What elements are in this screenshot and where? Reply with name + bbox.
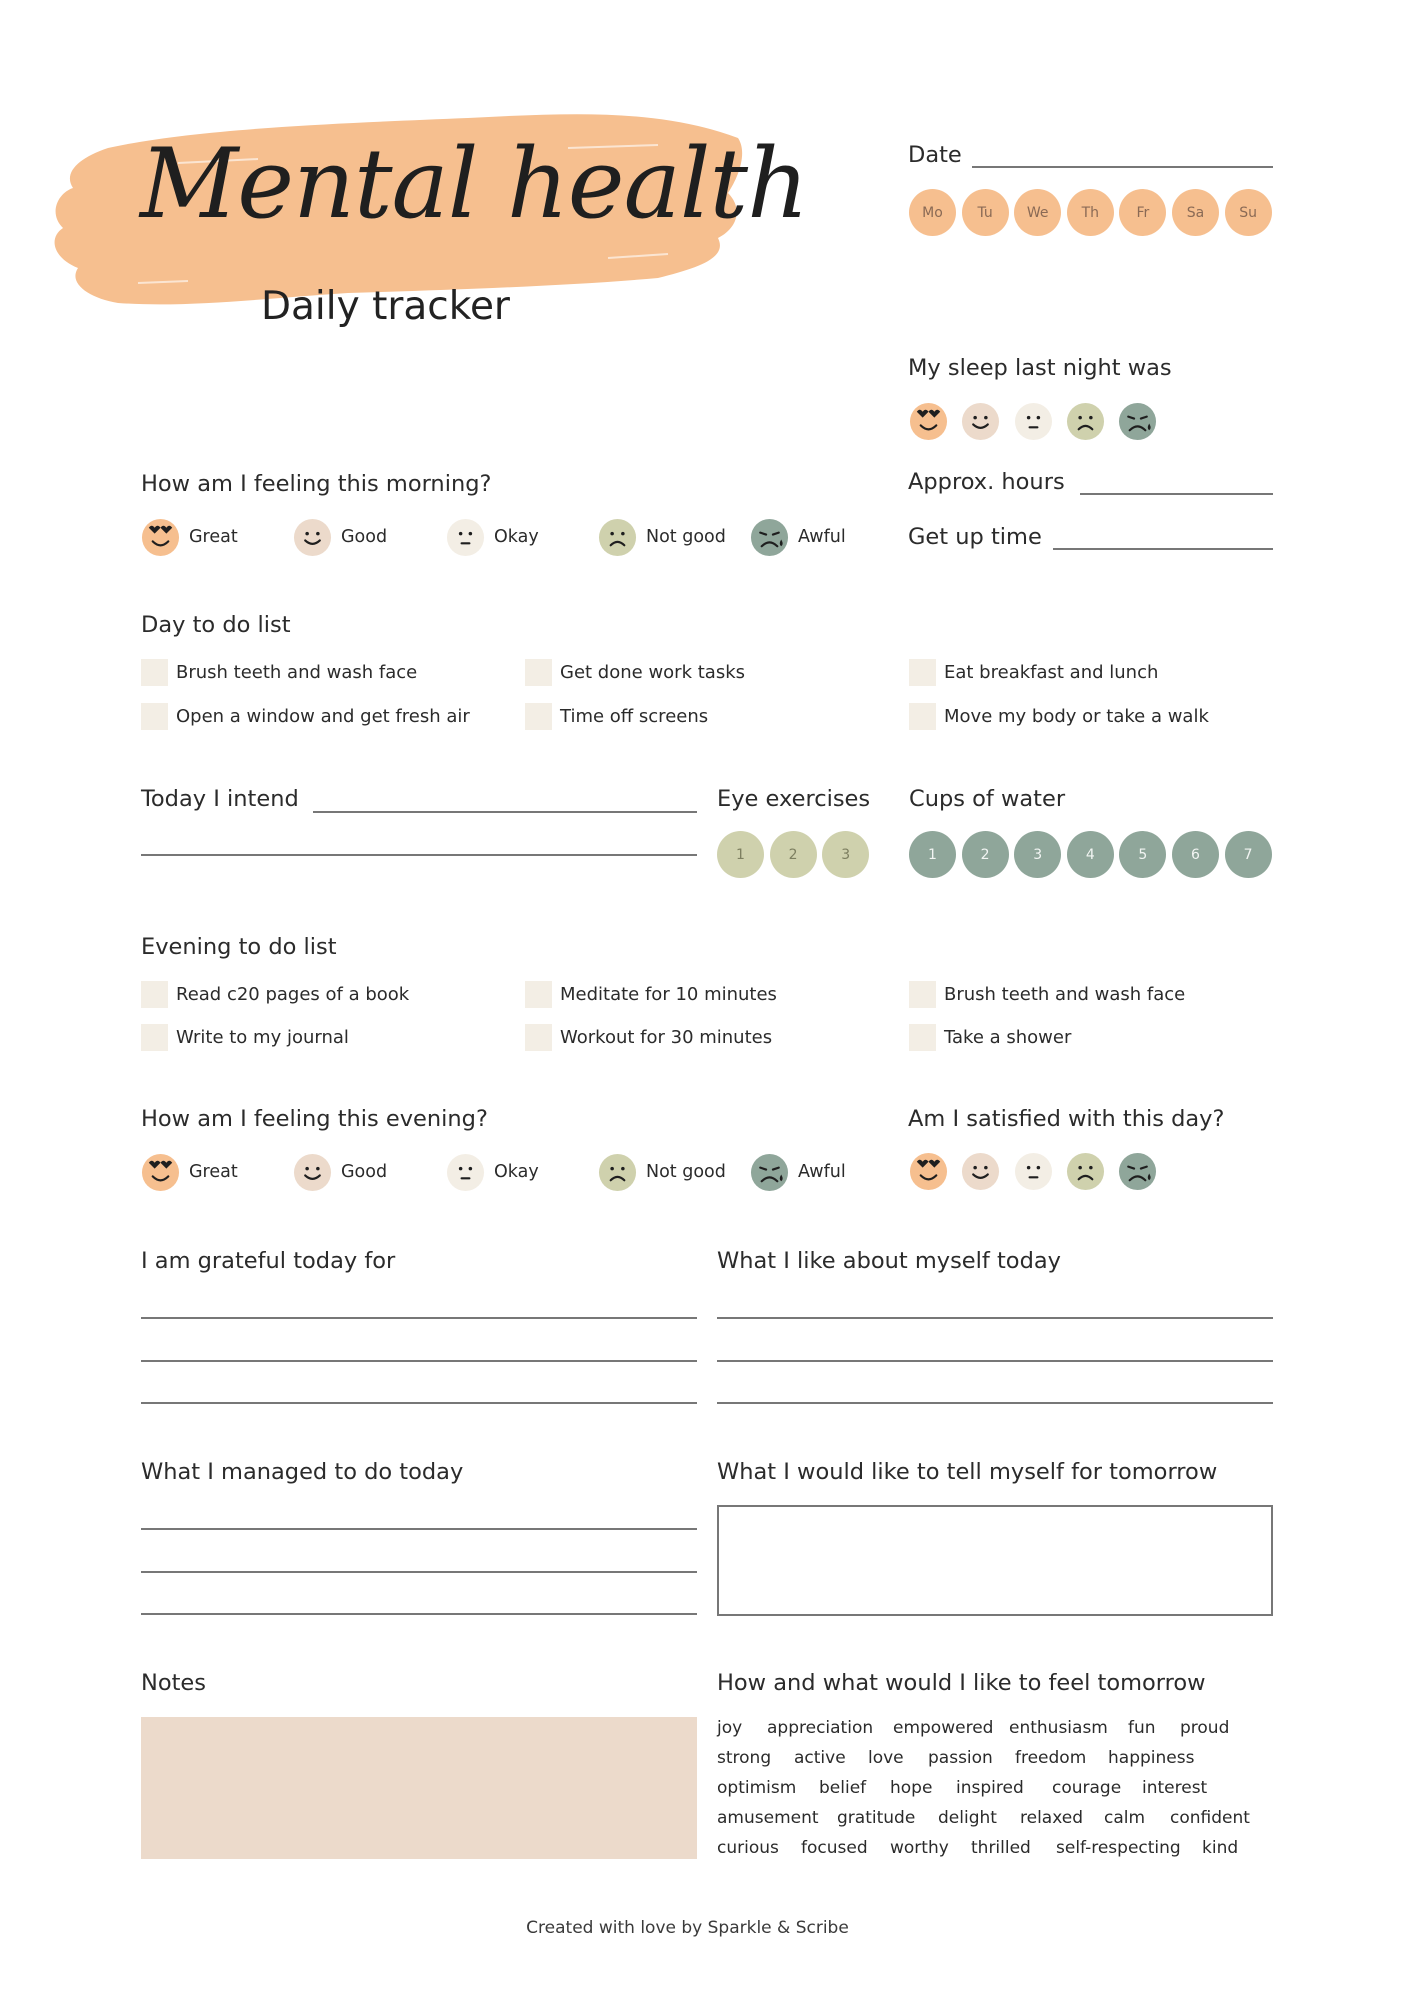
- day-todo-checkbox[interactable]: [525, 659, 552, 686]
- day-todo-label: Open a window and get fresh air: [176, 706, 470, 727]
- hours-label: Approx. hours: [908, 469, 1065, 495]
- water-cup-3[interactable]: 3: [1014, 831, 1061, 878]
- tell-myself-box[interactable]: [717, 1505, 1273, 1616]
- intend-input-line-2[interactable]: [141, 854, 697, 856]
- sleep-heading: My sleep last night was: [908, 355, 1172, 381]
- day-todo-label: Move my body or take a walk: [944, 706, 1209, 727]
- feel-word-passion[interactable]: passion: [928, 1748, 993, 1768]
- feel-word-courage[interactable]: courage: [1052, 1778, 1122, 1798]
- evening-todo-heading: Evening to do list: [141, 934, 337, 960]
- water-cup-6[interactable]: 6: [1172, 831, 1219, 878]
- feel-word-focused[interactable]: focused: [801, 1838, 868, 1858]
- evening-todo-label: Meditate for 10 minutes: [560, 984, 777, 1005]
- day-circle-sa[interactable]: Sa: [1172, 189, 1219, 236]
- morning-good-face-icon[interactable]: [293, 518, 332, 557]
- evening-good-face-icon[interactable]: [293, 1153, 332, 1192]
- feel-word-active[interactable]: active: [794, 1748, 846, 1768]
- satisfied-heading: Am I satisfied with this day?: [908, 1106, 1225, 1132]
- tell-myself-heading: What I would like to tell myself for tomorrow: [717, 1459, 1218, 1485]
- evening-not-good-face-icon[interactable]: [598, 1153, 637, 1192]
- day-circle-tu[interactable]: Tu: [962, 189, 1009, 236]
- day-circle-su[interactable]: Su: [1225, 189, 1272, 236]
- eye-circle-1[interactable]: 1: [717, 831, 764, 878]
- morning-mood-label: Okay: [494, 527, 539, 547]
- like-myself-line-2[interactable]: [717, 1360, 1273, 1362]
- evening-todo-checkbox[interactable]: [909, 1024, 936, 1051]
- evening-todo-label: Take a shower: [944, 1027, 1072, 1048]
- sleep-okay-face-icon[interactable]: [1014, 402, 1053, 441]
- hours-input-line[interactable]: [1080, 493, 1273, 495]
- feel-word-interest[interactable]: interest: [1142, 1778, 1208, 1798]
- feel-word-thrilled[interactable]: thrilled: [971, 1838, 1031, 1858]
- sleep-great-face-icon[interactable]: [909, 402, 948, 441]
- title-subtitle: Daily tracker: [261, 284, 510, 329]
- evening-mood-label: Not good: [646, 1162, 726, 1182]
- day-circle-we[interactable]: We: [1014, 189, 1061, 236]
- evening-todo-label: Write to my journal: [176, 1027, 349, 1048]
- feel-word-strong[interactable]: strong: [717, 1748, 772, 1768]
- evening-todo-checkbox[interactable]: [525, 981, 552, 1008]
- feel-word-hope[interactable]: hope: [890, 1778, 933, 1798]
- evening-todo-label: Read c20 pages of a book: [176, 984, 410, 1005]
- day-circle-mo[interactable]: Mo: [909, 189, 956, 236]
- evening-todo-label: Workout for 30 minutes: [560, 1027, 773, 1048]
- managed-line-1[interactable]: [141, 1528, 697, 1530]
- sleep-not-good-face-icon[interactable]: [1066, 402, 1105, 441]
- footer-credit: Created with love by Sparkle & Scribe: [526, 1918, 849, 1938]
- feel-word-kind[interactable]: kind: [1202, 1838, 1239, 1858]
- feel-word-love[interactable]: love: [868, 1748, 904, 1768]
- feel-word-proud[interactable]: proud: [1180, 1718, 1230, 1738]
- like-myself-line-1[interactable]: [717, 1317, 1273, 1319]
- feel-word-gratitude[interactable]: gratitude: [837, 1808, 916, 1828]
- evening-todo-checkbox[interactable]: [141, 981, 168, 1008]
- day-todo-checkbox[interactable]: [909, 703, 936, 730]
- satisfied-good-face-icon[interactable]: [961, 1152, 1000, 1191]
- sleep-awful-face-icon[interactable]: [1118, 402, 1157, 441]
- evening-mood-label: Okay: [494, 1162, 539, 1182]
- grateful-line-2[interactable]: [141, 1360, 697, 1362]
- feel-word-appreciation[interactable]: appreciation: [767, 1718, 874, 1738]
- water-cup-5[interactable]: 5: [1119, 831, 1166, 878]
- evening-mood-label: Awful: [798, 1162, 846, 1182]
- evening-great-face-icon[interactable]: [141, 1153, 180, 1192]
- feel-word-joy[interactable]: joy: [717, 1718, 743, 1738]
- managed-line-2[interactable]: [141, 1571, 697, 1573]
- evening-heading: How am I feeling this evening?: [141, 1106, 488, 1132]
- morning-mood-label: Great: [189, 527, 238, 547]
- feel-word-fun[interactable]: fun: [1128, 1718, 1156, 1738]
- feel-word-worthy[interactable]: worthy: [890, 1838, 949, 1858]
- day-todo-checkbox[interactable]: [141, 703, 168, 730]
- feel-word-belief[interactable]: belief: [819, 1778, 867, 1798]
- notes-heading: Notes: [141, 1670, 206, 1696]
- satisfied-okay-face-icon[interactable]: [1014, 1152, 1053, 1191]
- day-todo-label: Eat breakfast and lunch: [944, 662, 1159, 683]
- feel-tomorrow-heading: How and what would I like to feel tomorrow: [717, 1670, 1206, 1696]
- grateful-line-3[interactable]: [141, 1402, 697, 1404]
- day-circle-fr[interactable]: Fr: [1119, 189, 1166, 236]
- evening-todo-checkbox[interactable]: [909, 981, 936, 1008]
- satisfied-great-face-icon[interactable]: [909, 1152, 948, 1191]
- water-cup-4[interactable]: 4: [1067, 831, 1114, 878]
- title-script: Mental health: [140, 128, 808, 240]
- water-cup-7[interactable]: 7: [1225, 831, 1272, 878]
- date-input-line[interactable]: [972, 166, 1273, 168]
- intend-input-line-1[interactable]: [313, 811, 697, 813]
- day-todo-checkbox[interactable]: [525, 703, 552, 730]
- morning-awful-face-icon[interactable]: [750, 518, 789, 557]
- feel-word-freedom[interactable]: freedom: [1015, 1748, 1087, 1768]
- day-todo-label: Time off screens: [560, 706, 709, 727]
- day-todo-heading: Day to do list: [141, 612, 291, 638]
- managed-heading: What I managed to do today: [141, 1459, 464, 1485]
- morning-not-good-face-icon[interactable]: [598, 518, 637, 557]
- day-todo-checkbox[interactable]: [141, 659, 168, 686]
- water-heading: Cups of water: [909, 786, 1066, 812]
- evening-mood-label: Great: [189, 1162, 238, 1182]
- like-myself-line-3[interactable]: [717, 1402, 1273, 1404]
- grateful-line-1[interactable]: [141, 1317, 697, 1319]
- evening-todo-label: Brush teeth and wash face: [944, 984, 1186, 1005]
- day-circle-th[interactable]: Th: [1067, 189, 1114, 236]
- morning-heading: How am I feeling this morning?: [141, 471, 492, 497]
- eye-circle-2[interactable]: 2: [770, 831, 817, 878]
- getup-label: Get up time: [908, 524, 1042, 550]
- water-cup-1[interactable]: 1: [909, 831, 956, 878]
- notes-box[interactable]: [141, 1717, 697, 1859]
- evening-okay-face-icon[interactable]: [446, 1153, 485, 1192]
- sleep-good-face-icon[interactable]: [961, 402, 1000, 441]
- feel-word-enthusiasm[interactable]: enthusiasm: [1009, 1718, 1108, 1738]
- morning-mood-label: Not good: [646, 527, 726, 547]
- day-todo-checkbox[interactable]: [909, 659, 936, 686]
- feel-word-happiness[interactable]: happiness: [1108, 1748, 1195, 1768]
- day-todo-label: Brush teeth and wash face: [176, 662, 418, 683]
- evening-awful-face-icon[interactable]: [750, 1153, 789, 1192]
- morning-mood-label: Good: [341, 527, 388, 547]
- satisfied-awful-face-icon[interactable]: [1118, 1152, 1157, 1191]
- feel-word-confident[interactable]: confident: [1170, 1808, 1250, 1828]
- feel-word-inspired[interactable]: inspired: [956, 1778, 1024, 1798]
- feel-word-curious[interactable]: curious: [717, 1838, 779, 1858]
- feel-word-calm[interactable]: calm: [1104, 1808, 1146, 1828]
- getup-input-line[interactable]: [1053, 548, 1273, 550]
- feel-word-optimism[interactable]: optimism: [717, 1778, 797, 1798]
- managed-line-3[interactable]: [141, 1613, 697, 1615]
- satisfied-not-good-face-icon[interactable]: [1066, 1152, 1105, 1191]
- eye-heading: Eye exercises: [717, 786, 871, 812]
- eye-circle-3[interactable]: 3: [822, 831, 869, 878]
- grateful-heading: I am grateful today for: [141, 1248, 396, 1274]
- morning-great-face-icon[interactable]: [141, 518, 180, 557]
- evening-todo-checkbox[interactable]: [525, 1024, 552, 1051]
- water-cup-2[interactable]: 2: [962, 831, 1009, 878]
- like-myself-heading: What I like about myself today: [717, 1248, 1061, 1274]
- feel-word-empowered[interactable]: empowered: [893, 1718, 994, 1738]
- day-todo-label: Get done work tasks: [560, 662, 745, 683]
- date-label: Date: [908, 142, 962, 168]
- evening-mood-label: Good: [341, 1162, 388, 1182]
- feel-word-relaxed[interactable]: relaxed: [1020, 1808, 1084, 1828]
- evening-todo-checkbox[interactable]: [141, 1024, 168, 1051]
- morning-mood-label: Awful: [798, 527, 846, 547]
- feel-word-amusement[interactable]: amusement: [717, 1808, 819, 1828]
- morning-okay-face-icon[interactable]: [446, 518, 485, 557]
- feel-word-self-respecting[interactable]: self-respecting: [1056, 1838, 1181, 1858]
- intend-label: Today I intend: [141, 786, 299, 812]
- feel-word-delight[interactable]: delight: [938, 1808, 997, 1828]
